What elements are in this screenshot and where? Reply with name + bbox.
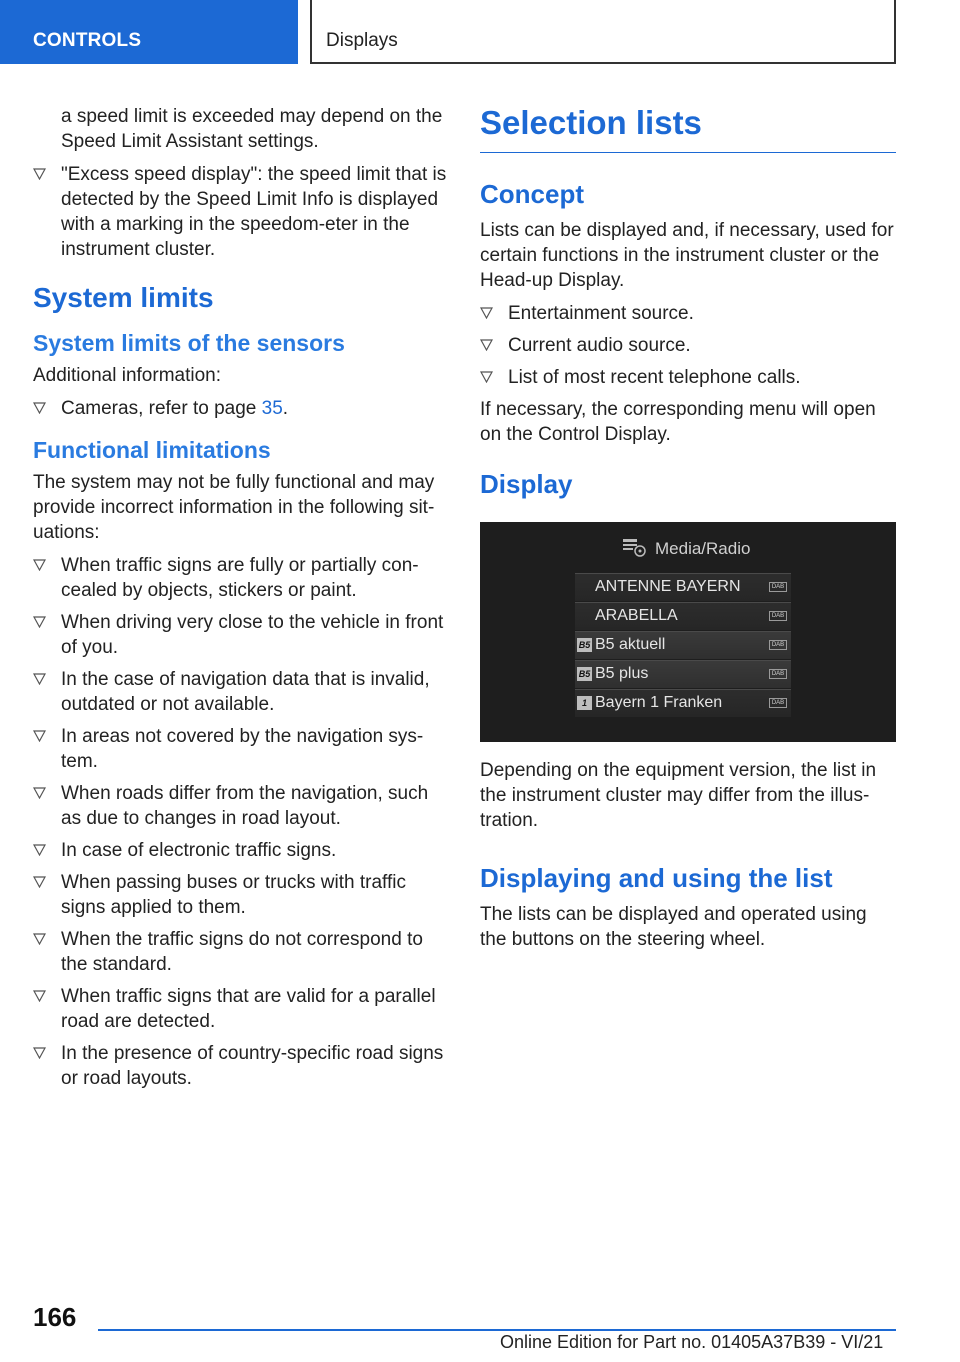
triangle-bullet-icon [480, 371, 493, 383]
list-item: When traffic signs are fully or partially con‐cealed by objects, stickers or paint. [33, 553, 451, 603]
dab-tag: DAB [769, 640, 787, 650]
functional-intro: The system may not be fully functional and may provide incorrect information in the following sit‐uations: [33, 472, 435, 543]
list-item: Current audio source. [480, 333, 896, 358]
triangle-bullet-icon [33, 616, 46, 628]
menu-title: Media/Radio [655, 539, 751, 558]
functional-bullet-list [33, 553, 451, 1091]
triangle-bullet-icon [33, 168, 46, 180]
concept-paragraph: Lists can be displayed and, if necessary, used for certain functions in the instrument cluster or the Head-up Display. [480, 220, 894, 291]
triangle-bullet-icon [33, 990, 46, 1002]
chapter-tab [310, 0, 896, 64]
list-item: B5 B5 plus DAB [575, 660, 791, 688]
dab-tag: DAB [769, 698, 787, 708]
edition-note: Online Edition for Part no. 01405A37B39 - VI/21 [500, 1332, 884, 1352]
list-item: 1 Bayern 1 Franken DAB [575, 689, 791, 717]
triangle-bullet-icon [33, 876, 46, 888]
heading-selection-lists: Selection lists [480, 104, 896, 153]
dab-tag: DAB [769, 611, 787, 621]
list-item: When the traffic signs do not correspond to the standard. [33, 927, 451, 977]
heading-sensor-limits: System limits of the sensors [33, 330, 345, 356]
triangle-bullet-icon [33, 844, 46, 856]
concept-after-paragraph: If necessary, the corresponding menu will open on the Control Display. [480, 399, 876, 445]
display-illustration [480, 522, 896, 742]
triangle-bullet-icon [33, 402, 46, 414]
list-item: Cameras, refer to page 35. [33, 396, 451, 421]
dab-tag: DAB [769, 582, 787, 592]
triangle-bullet-icon [33, 730, 46, 742]
heading-concept: Concept [480, 179, 584, 209]
left-column [33, 104, 451, 1098]
station-logo: 1 [577, 696, 592, 710]
station-logo: B5 [578, 640, 591, 650]
station-logo: B5 [578, 669, 591, 679]
camera-bullet-list [33, 396, 451, 421]
media-radio-icon [621, 536, 647, 558]
list-item: In the case of navigation data that is invalid, outdated or not available. [33, 667, 451, 717]
heading-functional-limitations: Functional limitations [33, 437, 271, 463]
list-item: When traffic signs that are valid for a parallel road are detected. [33, 984, 451, 1034]
heading-system-limits: System limits [33, 282, 214, 313]
list-item: When driving very close to the vehicle in front of you. [33, 610, 451, 660]
using-paragraph: The lists can be displayed and operated using the buttons on the steering wheel. [480, 904, 867, 950]
list-item: List of most recent telephone calls. [480, 365, 896, 390]
list-item: "Excess speed display": the speed limit that is detected by the Speed Limit Info is displayed with a marking in the speedom‐eter in the instrument cluster. [33, 162, 451, 262]
triangle-bullet-icon [33, 559, 46, 571]
list-item: B5 B5 aktuell DAB [575, 631, 791, 659]
dab-tag: DAB [769, 669, 787, 679]
chapter-title: Displays [326, 30, 398, 51]
triangle-bullet-icon [480, 307, 493, 319]
continued-paragraph: a speed limit is exceeded may depend on the Speed Limit Assistant settings. [61, 106, 443, 152]
display-caption: Depending on the equipment version, the list in the instrument cluster may differ from the illus‐tration. [480, 760, 877, 831]
list-item: Entertainment source. [480, 301, 896, 326]
list-item: ARABELLA DAB [575, 602, 791, 630]
list-item: ANTENNE BAYERN DAB [575, 573, 791, 601]
heading-display: Display [480, 469, 573, 499]
section-title: CONTROLS [33, 30, 142, 51]
additional-info-label: Additional information: [33, 365, 221, 386]
station-list [575, 573, 791, 718]
heading-displaying-using: Displaying and using the list [480, 863, 833, 893]
list-item: In areas not covered by the navigation sys‐tem. [33, 724, 451, 774]
triangle-bullet-icon [480, 339, 493, 351]
continued-bullet-list [33, 162, 451, 262]
page-number: 166 [33, 1302, 77, 1332]
section-tab [0, 0, 298, 64]
concept-bullet-list [480, 301, 896, 390]
list-item: In the presence of country-specific road signs or road layouts. [33, 1041, 451, 1091]
triangle-bullet-icon [33, 673, 46, 685]
right-column [480, 104, 896, 960]
page-reference-link[interactable]: 35 [261, 398, 283, 419]
triangle-bullet-icon [33, 1047, 46, 1059]
triangle-bullet-icon [33, 933, 46, 945]
list-item: In case of electronic traffic signs. [33, 838, 451, 863]
list-item: When passing buses or trucks with traffic signs applied to them. [33, 870, 451, 920]
footer-divider [98, 1329, 896, 1331]
triangle-bullet-icon [33, 787, 46, 799]
list-item: When roads differ from the navigation, such as due to changes in road layout. [33, 781, 451, 831]
